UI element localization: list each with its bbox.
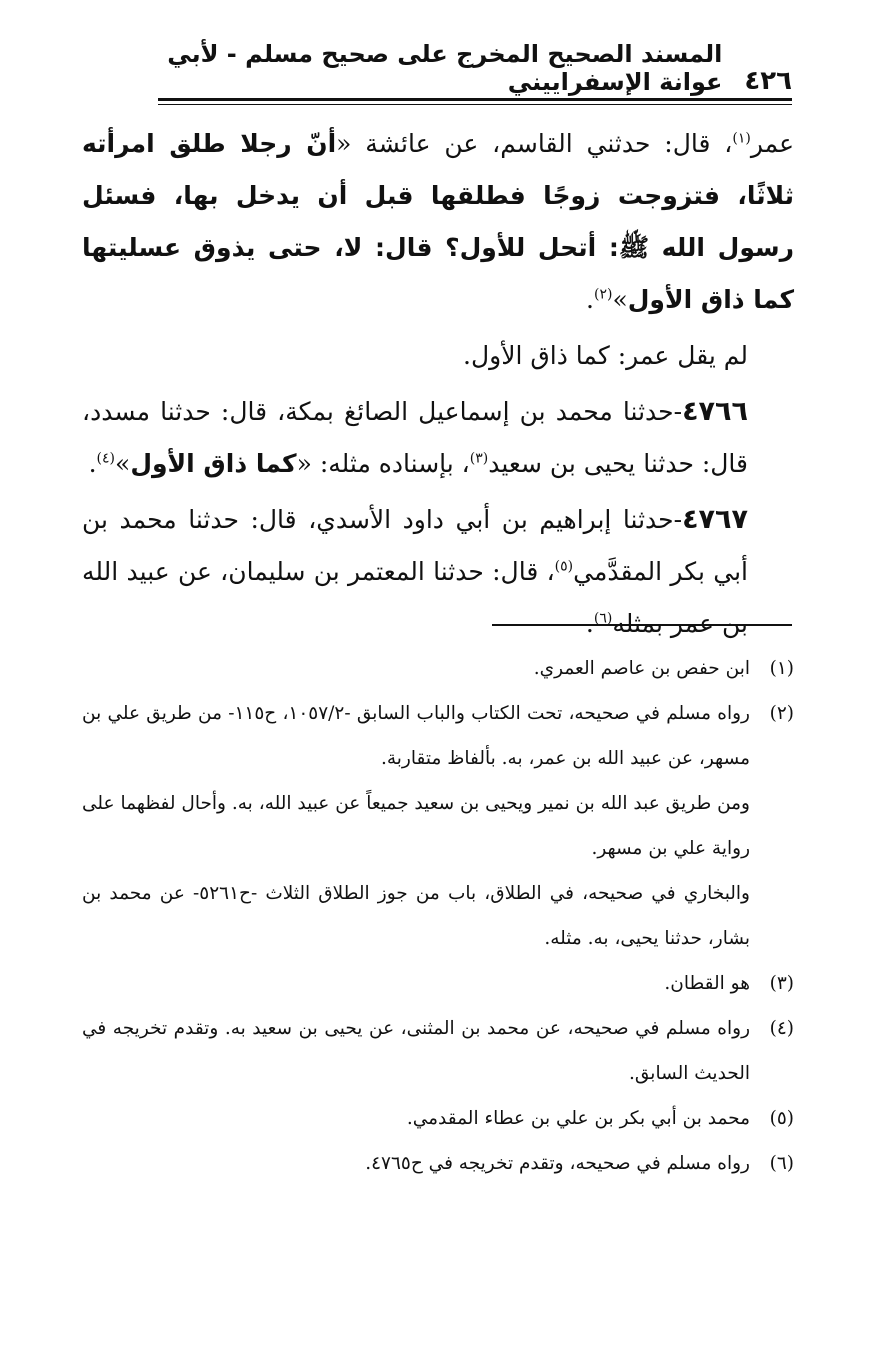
footnote-text: والبخاري في صحيحه، في الطلاق، باب من جوز الطلاق الثلاث -ح٥٢٦١- عن محمد بن بشار، حدثنا يحيى، به. مثله.: [82, 883, 750, 949]
footnotes: [82, 646, 794, 1186]
text-run: ، بإسناده مثله: «: [296, 449, 470, 478]
text-run: ، قال: حدثنا المعتمر بن سليمان، عن عبيد الله بن عمر بمثله: [82, 557, 748, 638]
hadith-matn: كما ذاق الأول: [130, 449, 297, 478]
footnote-number: (٤): [769, 1018, 794, 1039]
main-text: [82, 118, 794, 654]
text-run: -حدثنا إبراهيم بن أبي داود الأسدي، قال: حدثنا محمد بن أبي بكر المقدَّمي: [82, 505, 748, 586]
hadith-4767: [82, 494, 794, 650]
footnote-text: رواه مسلم في صحيحه، عن محمد بن المثنى، عن يحيى بن سعيد به. وتقدم تخريجه في الحديث السابق.: [82, 1018, 750, 1084]
page-number: ٤٢٦: [744, 66, 792, 96]
hadith-4766: [82, 386, 794, 490]
footnote-1: [82, 646, 794, 691]
text-run: عمر: [750, 129, 794, 158]
footnote-4: [82, 1006, 794, 1096]
footnote-text: محمد بن أبي بكر بن علي بن عطاء المقدمي.: [406, 1108, 750, 1129]
paragraph-note: لم يقل عمر: كما ذاق الأول.: [463, 341, 748, 370]
paragraph-hadith-continuation: [82, 118, 794, 326]
footnote-ref-1[interactable]: (١): [732, 130, 751, 147]
footnote-text: ابن حفص بن عاصم العمري.: [533, 658, 750, 679]
footnote-ref-4[interactable]: (٤): [96, 450, 116, 467]
footnote-number: (٢): [769, 703, 794, 724]
hadith-number: ٤٧٦٧: [682, 504, 748, 535]
footnote-number: (١): [769, 658, 794, 679]
text-run: .: [88, 449, 97, 478]
text-run: .: [585, 609, 594, 638]
footnote-separator: [492, 624, 792, 626]
text-run: »: [115, 449, 131, 478]
footnote-number: (٣): [769, 973, 794, 994]
text-run: ، قال: حدثني القاسم، عن عائشة «: [336, 129, 733, 158]
footnote-number: (٦): [769, 1153, 794, 1174]
footnote-text: رواه مسلم في صحيحه، تحت الكتاب والباب السابق -١٠٥٧/٢، ح١١٥- من طريق علي بن مسهر، عن عبيد الله بن عمر، به. بألفاظ متقاربة.: [82, 703, 750, 769]
hadith-number: ٤٧٦٦: [682, 396, 748, 427]
footnote-ref-6[interactable]: (٦): [593, 610, 613, 627]
footnote-text: رواه مسلم في صحيحه، وتقدم تخريجه في ح٤٧٦٥.: [365, 1153, 750, 1174]
footnote-6: [82, 1141, 794, 1186]
footnote-ref-5[interactable]: (٥): [554, 558, 574, 575]
hadith-matn: أنّ رجلا طلق امرأته ثلاثًا، فتزوجت زوجًا فطلقها قبل أن يدخل بها، فسئل رسول الله ﷺ: أتحل للأول؟ قال: لا، حتى يذوق عسليتها كما ذاق الأول: [82, 129, 794, 314]
footnote-number: (٥): [769, 1108, 794, 1129]
footnote-2: [82, 691, 794, 961]
text-run: .: [586, 285, 594, 314]
text-run: -حدثنا محمد بن إسماعيل الصائغ بمكة، قال: حدثنا مسدد، قال: حدثنا يحيى بن سعيد: [82, 397, 748, 478]
running-header: [158, 40, 792, 96]
footnote-text: ومن طريق عبد الله بن نمير ويحيى بن سعيد جميعاً عن عبيد الله، به. وأحال لفظهما على رواية علي بن مسهر.: [82, 793, 750, 859]
footnote-5: [82, 1096, 794, 1141]
book-title: المسند الصحيح المخرج على صحيح مسلم - لأبي عوانة الإسفراييني: [167, 40, 723, 96]
footnote-ref-3[interactable]: (٣): [469, 450, 489, 467]
footnote-ref-2[interactable]: (٢): [593, 286, 613, 303]
footnote-3: [82, 961, 794, 1006]
header-rule-thin: [158, 104, 792, 105]
text-run: »: [612, 285, 628, 314]
footnote-text: هو القطان.: [664, 973, 750, 994]
header-rule: [158, 98, 792, 101]
